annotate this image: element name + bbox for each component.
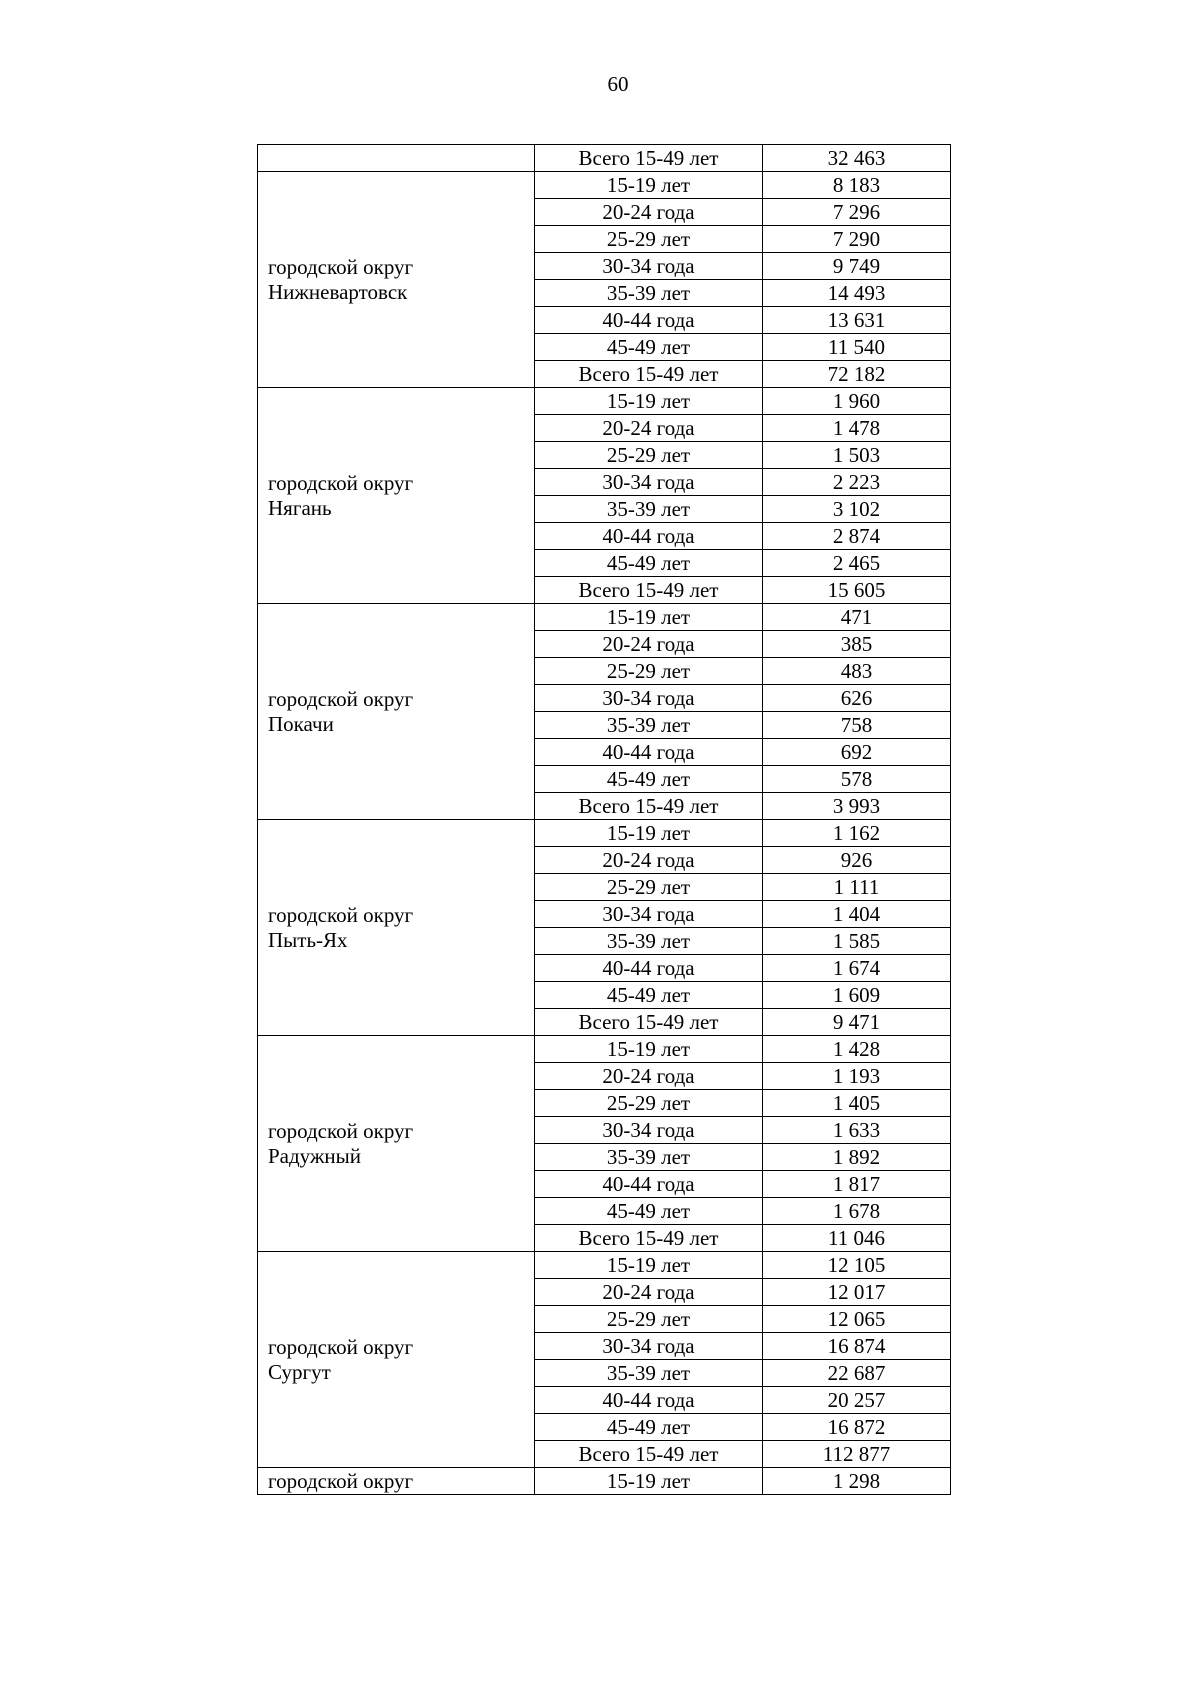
table-row <box>258 604 951 631</box>
table-row <box>258 820 951 847</box>
age-group-cell: 20-24 года <box>535 1063 763 1090</box>
value-cell: 7 296 <box>763 199 951 226</box>
age-group-cell: Всего 15-49 лет <box>535 1441 763 1468</box>
value-cell: 2 223 <box>763 469 951 496</box>
age-group-cell: 30-34 года <box>535 1117 763 1144</box>
age-group-cell: 35-39 лет <box>535 280 763 307</box>
district-name-label: Нижневартовск <box>268 279 408 304</box>
age-group-cell: 20-24 года <box>535 631 763 658</box>
district-cell <box>258 172 535 388</box>
value-cell: 1 609 <box>763 982 951 1009</box>
age-group-cell: 30-34 года <box>535 469 763 496</box>
value-cell: 1 960 <box>763 388 951 415</box>
age-group-cell: 40-44 года <box>535 1171 763 1198</box>
value-cell: 11 540 <box>763 334 951 361</box>
district-type-label: городской округ <box>268 470 414 495</box>
district-cell: городской округ <box>258 1468 535 1495</box>
value-cell: 471 <box>763 604 951 631</box>
value-cell: 13 631 <box>763 307 951 334</box>
value-cell: 3 993 <box>763 793 951 820</box>
value-cell: 9 749 <box>763 253 951 280</box>
value-cell: 2 465 <box>763 550 951 577</box>
district-name-label: Радужный <box>268 1143 362 1168</box>
value-cell: 3 102 <box>763 496 951 523</box>
age-group-cell: 45-49 лет <box>535 550 763 577</box>
age-group-cell: 25-29 лет <box>535 442 763 469</box>
age-group-cell: Всего 15-49 лет <box>535 145 763 172</box>
age-group-cell: Всего 15-49 лет <box>535 361 763 388</box>
value-cell: 14 493 <box>763 280 951 307</box>
value-cell: 626 <box>763 685 951 712</box>
age-group-cell: 40-44 года <box>535 307 763 334</box>
value-cell: 1 428 <box>763 1036 951 1063</box>
district-cell <box>258 1036 535 1252</box>
district-name-label: Сургут <box>268 1359 331 1384</box>
value-cell: 1 678 <box>763 1198 951 1225</box>
value-cell: 1 633 <box>763 1117 951 1144</box>
age-group-cell: 35-39 лет <box>535 496 763 523</box>
age-group-cell: Всего 15-49 лет <box>535 1009 763 1036</box>
age-group-cell: 45-49 лет <box>535 1414 763 1441</box>
district-type-label: городской округ <box>268 254 414 279</box>
district-type-label: городской округ <box>268 902 414 927</box>
value-cell: 12 105 <box>763 1252 951 1279</box>
age-group-cell: 30-34 года <box>535 253 763 280</box>
table-row <box>258 1036 951 1063</box>
district-type-label: городской округ <box>268 1118 414 1143</box>
value-cell: 11 046 <box>763 1225 951 1252</box>
district-type-label: городской округ <box>268 1334 414 1359</box>
age-group-cell: 15-19 лет <box>535 604 763 631</box>
value-cell: 15 605 <box>763 577 951 604</box>
age-group-cell: 15-19 лет <box>535 172 763 199</box>
age-group-cell: 40-44 года <box>535 739 763 766</box>
value-cell: 758 <box>763 712 951 739</box>
value-cell: 1 162 <box>763 820 951 847</box>
age-group-cell: 40-44 года <box>535 523 763 550</box>
age-group-cell: 15-19 лет <box>535 388 763 415</box>
value-cell: 692 <box>763 739 951 766</box>
value-cell: 22 687 <box>763 1360 951 1387</box>
age-group-cell: 25-29 лет <box>535 658 763 685</box>
value-cell: 72 182 <box>763 361 951 388</box>
value-cell: 1 503 <box>763 442 951 469</box>
value-cell: 1 892 <box>763 1144 951 1171</box>
age-group-cell: 20-24 года <box>535 415 763 442</box>
value-cell: 2 874 <box>763 523 951 550</box>
age-group-cell: 15-19 лет <box>535 1252 763 1279</box>
age-group-cell: 25-29 лет <box>535 1306 763 1333</box>
district-cell <box>258 820 535 1036</box>
age-group-cell: 20-24 года <box>535 199 763 226</box>
value-cell: 7 290 <box>763 226 951 253</box>
age-group-cell: 45-49 лет <box>535 334 763 361</box>
age-group-cell: 15-19 лет <box>535 1468 763 1495</box>
value-cell: 8 183 <box>763 172 951 199</box>
value-cell: 1 405 <box>763 1090 951 1117</box>
age-group-cell: 25-29 лет <box>535 226 763 253</box>
age-group-cell: 35-39 лет <box>535 1360 763 1387</box>
value-cell: 926 <box>763 847 951 874</box>
value-cell: 1 404 <box>763 901 951 928</box>
age-group-cell: 35-39 лет <box>535 712 763 739</box>
value-cell: 112 877 <box>763 1441 951 1468</box>
value-cell: 12 017 <box>763 1279 951 1306</box>
age-group-cell: 45-49 лет <box>535 766 763 793</box>
district-cell <box>258 1252 535 1468</box>
district-name-label: Покачи <box>268 711 334 736</box>
age-group-cell: 45-49 лет <box>535 1198 763 1225</box>
district-name-label: Нягань <box>268 495 332 520</box>
page-number: 60 <box>607 72 629 96</box>
value-cell: 578 <box>763 766 951 793</box>
age-group-cell: 30-34 года <box>535 901 763 928</box>
age-group-cell: 20-24 года <box>535 1279 763 1306</box>
age-group-cell: 20-24 года <box>535 847 763 874</box>
value-cell: 32 463 <box>763 145 951 172</box>
age-group-cell: 40-44 года <box>535 955 763 982</box>
value-cell: 16 874 <box>763 1333 951 1360</box>
district-cell <box>258 145 535 172</box>
age-group-cell: Всего 15-49 лет <box>535 1225 763 1252</box>
age-group-cell: 45-49 лет <box>535 982 763 1009</box>
value-cell: 9 471 <box>763 1009 951 1036</box>
age-group-cell: 30-34 года <box>535 1333 763 1360</box>
age-group-cell: Всего 15-49 лет <box>535 577 763 604</box>
value-cell: 1 585 <box>763 928 951 955</box>
age-group-cell: 25-29 лет <box>535 1090 763 1117</box>
value-cell: 12 065 <box>763 1306 951 1333</box>
value-cell: 1 298 <box>763 1468 951 1495</box>
population-table <box>257 144 951 1495</box>
value-cell: 385 <box>763 631 951 658</box>
district-name-label: Пыть-Ях <box>268 927 348 952</box>
age-group-cell: 25-29 лет <box>535 874 763 901</box>
value-cell: 483 <box>763 658 951 685</box>
value-cell: 1 674 <box>763 955 951 982</box>
value-cell: 16 872 <box>763 1414 951 1441</box>
table-row <box>258 145 951 172</box>
table-row <box>258 172 951 199</box>
value-cell: 1 817 <box>763 1171 951 1198</box>
value-cell: 1 478 <box>763 415 951 442</box>
value-cell: 20 257 <box>763 1387 951 1414</box>
value-cell: 1 193 <box>763 1063 951 1090</box>
table-row <box>258 1468 951 1495</box>
age-group-cell: 40-44 года <box>535 1387 763 1414</box>
age-group-cell: 15-19 лет <box>535 820 763 847</box>
age-group-cell: 30-34 года <box>535 685 763 712</box>
age-group-cell: Всего 15-49 лет <box>535 793 763 820</box>
table-row <box>258 388 951 415</box>
age-group-cell: 35-39 лет <box>535 928 763 955</box>
age-group-cell: 15-19 лет <box>535 1036 763 1063</box>
district-cell <box>258 388 535 604</box>
district-cell <box>258 604 535 820</box>
district-type-label: городской округ <box>268 686 414 711</box>
table-row <box>258 1252 951 1279</box>
value-cell: 1 111 <box>763 874 951 901</box>
age-group-cell: 35-39 лет <box>535 1144 763 1171</box>
